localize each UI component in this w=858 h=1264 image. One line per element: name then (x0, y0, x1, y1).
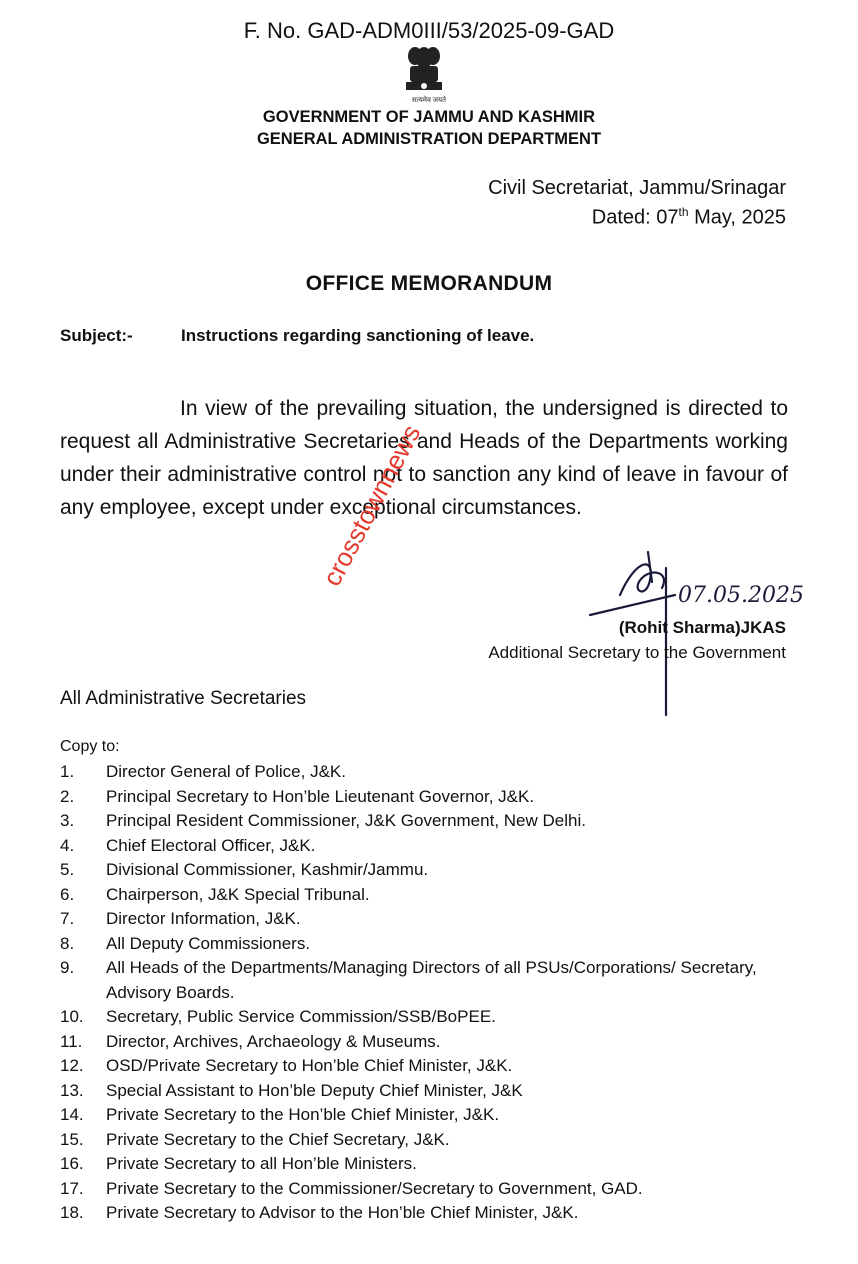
subject-label: Subject:- (60, 326, 133, 345)
copy-to-item-text: Director, Archives, Archaeology & Museums. (106, 1031, 441, 1051)
date-suffix: th (678, 205, 689, 219)
copy-to-item-text: Private Secretary to the Hon’ble Chief Minister, J&K. (106, 1105, 500, 1124)
copy-to-item (60, 809, 820, 834)
memo-body-text: In view of the prevailing situation, the undersigned is directed to request all Administrative Secretaries and Heads of the Departments working under their administrative control not to sanction any kind of leave in favour of any employee, except under exceptional circumstances. (60, 397, 788, 519)
copy-to-item (60, 1103, 820, 1128)
copy-to-item-text: Private Secretary to all Hon’ble Ministers. (106, 1154, 417, 1173)
copy-to-item (60, 932, 820, 957)
copy-to-item (60, 1152, 820, 1177)
copy-to-item-number: 11. (60, 1031, 83, 1051)
addressee: All Administrative Secretaries (60, 688, 307, 709)
copy-to-item (60, 785, 820, 810)
copy-to-item (60, 1079, 820, 1104)
government-heading: GOVERNMENT OF JAMMU AND KASHMIR (262, 108, 596, 126)
copy-to-item-text: Chief Electoral Officer, J&K. (106, 835, 316, 855)
copy-to-item-text: OSD/Private Secretary to Hon’ble Chief Minister, J&K. (106, 1056, 513, 1075)
date-line (592, 205, 786, 230)
copy-to-item-number: 3. (60, 811, 75, 830)
copy-to-label: Copy to: (60, 738, 120, 755)
copy-to-item-text: Chairperson, J&K Special Tribunal. (106, 884, 370, 904)
copy-to-item-number: 17. (60, 1178, 84, 1198)
copy-to-item-text: Private Secretary to the Chief Secretary, J&K. (106, 1129, 450, 1149)
copy-to-item (60, 1177, 820, 1202)
copy-to-item (60, 1030, 820, 1055)
watermark: crosstownnews (316, 419, 427, 591)
department-heading: GENERAL ADMINISTRATION DEPARTMENT (256, 130, 602, 148)
copy-to-item-number: 16. (60, 1154, 84, 1173)
copy-to-item (60, 883, 820, 908)
copy-to-item-number: 8. (60, 933, 75, 953)
copy-to-item-text: Private Secretary to the Commissioner/Secretary to Government, GAD. (106, 1178, 643, 1198)
copy-to-item-number: 18. (60, 1203, 84, 1222)
copy-to-item-number: 6. (60, 884, 75, 904)
signatory-designation: Additional Secretary to the Government (488, 643, 786, 662)
memo-title: OFFICE MEMORANDUM (305, 272, 553, 295)
date-rest: May, 2025 (688, 206, 786, 229)
signatory-name: (Rohit Sharma)JKAS (618, 618, 786, 637)
place-line: Civil Secretariat, Jammu/Srinagar (488, 177, 786, 199)
copy-to-item (60, 1201, 820, 1226)
memo-body (60, 392, 788, 524)
copy-to-item-text: Principal Secretary to Hon’ble Lieutenant Governor, J&K. (106, 786, 535, 806)
copy-to-item-text: All Heads of the Departments/Managing Directors of all PSUs/Corporations/ Secretary, Advisory Boards. (106, 958, 757, 1002)
copy-to-item (60, 907, 820, 932)
copy-to-item-number: 5. (60, 860, 75, 879)
copy-to-item-text: Special Assistant to Hon’ble Deputy Chief Minister, J&K (106, 1080, 523, 1100)
copy-to-item-number: 2. (60, 786, 75, 806)
copy-to-item-number: 13. (60, 1080, 84, 1100)
copy-to-item-number: 9. (60, 958, 75, 977)
copy-to-item-number: 12. (60, 1056, 84, 1075)
copy-to-item-number: 10. (60, 1007, 84, 1026)
copy-to-item-number: 4. (60, 835, 75, 855)
copy-to-item-number: 7. (60, 909, 75, 928)
copy-to-item-number: 1. (60, 762, 75, 781)
copy-to-item-text: Divisional Commissioner, Kashmir/Jammu. (106, 860, 429, 879)
copy-to-item-number: 15. (60, 1129, 84, 1149)
copy-to-item (60, 1005, 820, 1030)
copy-to-item (60, 858, 820, 883)
date-prefix: Dated: 07 (591, 206, 679, 229)
copy-to-item (60, 1054, 820, 1079)
copy-to-item (60, 760, 820, 785)
file-number: F. No. GAD-ADM0III/53/2025-09-GAD (243, 18, 615, 43)
copy-to-item-text: All Deputy Commissioners. (106, 933, 311, 953)
copy-to-item-text: Secretary, Public Service Commission/SSB/BoPEE. (106, 1007, 496, 1026)
subject-text: Instructions regarding sanctioning of leave. (181, 326, 535, 345)
copy-to-item (60, 956, 820, 1005)
signature-date: 07.05.2025 (678, 583, 804, 608)
copy-to-item-text: Principal Resident Commissioner, J&K Government, New Delhi. (106, 811, 586, 830)
copy-to-list (60, 760, 820, 1226)
copy-to-item-text: Director Information, J&K. (106, 909, 301, 928)
copy-to-item (60, 1128, 820, 1153)
copy-to-item-text: Director General of Police, J&K. (106, 762, 346, 781)
copy-to-item-number: 14. (60, 1105, 84, 1124)
copy-to-item-text: Private Secretary to Advisor to the Hon’ble Chief Minister, J&K. (106, 1203, 579, 1222)
emblem-motto: सत्यमेव जयते (411, 97, 447, 104)
copy-to-item (60, 834, 820, 859)
